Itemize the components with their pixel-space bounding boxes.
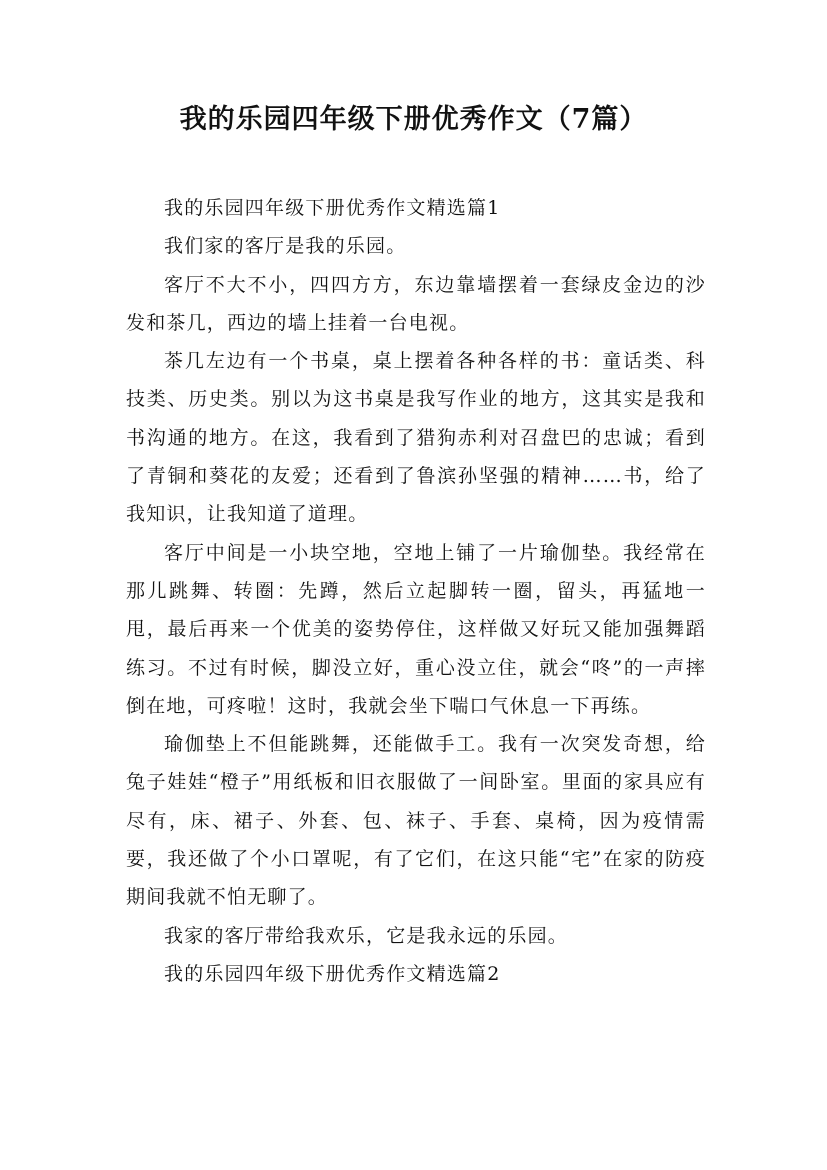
document-body xyxy=(126,189,706,993)
paragraph: 我家的客厅带给我欢乐，它是我永远的乐园。 xyxy=(164,924,569,947)
paragraph: 客厅中间是一小块空地，空地上铺了一片瑜伽垫。我经常在那儿跳舞、转圈：先蹲，然后立起脚转一圈，留头，再猛地一甩，最后再来一个优美的姿势停住，这样做又好玩又能加强舞蹈练习。不过有时候，脚没立好，重心没立住，就会“咚”的一声摔倒在地，可疼啦！这时，我就会坐下喘口气休息一下再练。 xyxy=(126,541,706,717)
paragraph: 我们家的客厅是我的乐园。 xyxy=(164,235,407,258)
section-heading-1: 我的乐园四年级下册优秀作文精选篇1 xyxy=(164,197,501,219)
paragraph: 瑜伽垫上不但能跳舞，还能做手工。我有一次突发奇想，给兔子娃娃“橙子”用纸板和旧衣服做了一间卧室。里面的家具应有尽有，床、裙子、外套、包、袜子、手套、桌椅，因为疫情需要，我还做了个小口罩呢，有了它们，在这只能“宅”在家的防疫期间我就不怕无聊了。 xyxy=(126,733,706,909)
document-title: 我的乐园四年级下册优秀作文（7篇） xyxy=(179,104,648,135)
section-heading-2: 我的乐园四年级下册优秀作文精选篇2 xyxy=(164,962,501,985)
paragraph: 客厅不大不小，四四方方，东边靠墙摆着一套绿皮金边的沙发和茶几，西边的墙上挂着一台电视。 xyxy=(126,273,706,334)
paragraph: 茶几左边有一个书桌，桌上摆着各种各样的书：童话类、科技类、历史类。别以为这书桌是我写作业的地方，这其实是我和书沟通的地方。在这，我看到了猎狗赤利对召盘巴的忠诚；看到了青铜和葵花的友爱；还看到了鲁滨孙坚强的精神……书，给了我知识，让我知道了道理。 xyxy=(126,350,706,526)
